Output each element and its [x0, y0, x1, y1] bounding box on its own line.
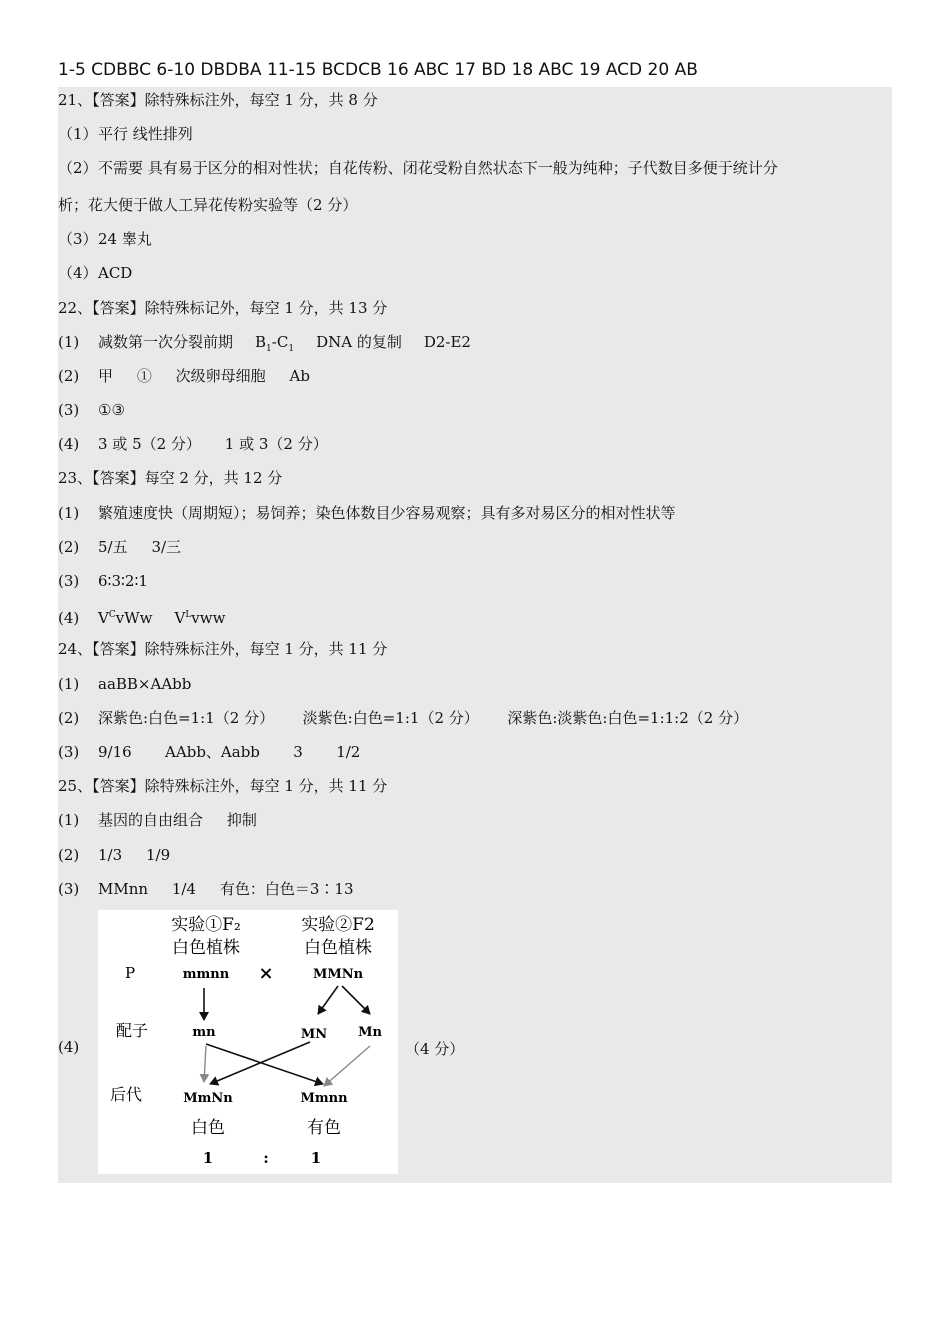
q21-l2-text: 不需要 具有易于区分的相对性状；自花传粉、闭花受粉自然状态下一般为纯种；子代数目多便于统计分 [98, 159, 778, 177]
arrow-Mn-to-Mmnn [324, 1046, 370, 1086]
q22-l3-num: (3) [58, 401, 80, 419]
q24-l2-num: (2) [58, 709, 80, 727]
q25-heading: 25、【答案】除特殊标注外，每空 1 分，共 11 分 [58, 777, 388, 795]
q21-l1-num: （1） [58, 125, 98, 143]
q22-line-2 [58, 366, 310, 386]
q22-l1-c: DNA 的复制 [316, 333, 402, 351]
q22-heading: 22、【答案】除特殊标记外，每空 1 分，共 13 分 [58, 299, 388, 317]
q23-line-3 [58, 571, 148, 591]
q21-l2-num: （2） [58, 159, 98, 177]
offspring-left: MmNn [183, 1091, 233, 1106]
phenotype-right: 有色 [307, 1118, 341, 1138]
q24-line-1 [58, 674, 191, 694]
arrow-MN-to-MmNn [210, 1042, 310, 1084]
q25-l1-num: (1) [58, 811, 80, 829]
row-p-label: P [124, 964, 136, 982]
right-title-2: 白色植株 [304, 938, 372, 958]
arrow-p-right-to-mn-upper [318, 986, 338, 1014]
q25-l4-num: (4) [58, 1038, 80, 1056]
q21-l3-num: （3） [58, 230, 98, 248]
cross-diagram [98, 910, 398, 1174]
q24-l2-text: 深紫色:白色=1:1（2 分） 淡紫色:白色=1:1（2 分） 深紫色:淡紫色:白色=1:1:2（2 分） [98, 709, 749, 727]
q25-l3-num: (3) [58, 880, 80, 898]
q22-l2-text: 甲 ① 次级卵母细胞 Ab [98, 367, 310, 385]
q25-line-1 [58, 810, 257, 830]
q21-line-2 [58, 158, 778, 178]
q22-line-3 [58, 400, 125, 420]
row-offspring-label: 后代 [109, 1085, 143, 1104]
q23-l3-num: (3) [58, 572, 80, 590]
multiple-choice-answers: 1-5 CDBBC 6-10 DBDBA 11-15 BCDCB 16 ABC 17 BD 18 ABC 19 ACD 20 AB [58, 60, 698, 80]
right-title-1: 实验②F2 [301, 915, 375, 935]
q22-l1-d: D2-E2 [423, 333, 471, 351]
q25-line-3 [58, 879, 354, 899]
q23-line-4 [58, 605, 225, 628]
q23-l2-num: (2) [58, 538, 80, 556]
q23-l4-num: (4) [58, 609, 80, 627]
q23-l1-num: (1) [58, 504, 80, 522]
q22-l4-num: (4) [58, 435, 80, 453]
q22-line-1 [58, 332, 471, 359]
q22-l4-text: 3 或 5（2 分） 1 或 3（2 分） [98, 435, 328, 453]
left-title-1: 实验①F₂ [171, 915, 241, 935]
arrow-p-right-to-mn-lower [342, 986, 370, 1014]
q25-l4-score: （4 分） [405, 1040, 465, 1058]
q24-l3-text: 9/16 AAbb、Aabb 3 1/2 [98, 743, 361, 761]
q21-heading: 21、【答案】除特殊标注外，每空 1 分，共 8 分 [58, 91, 378, 109]
gamete-left: mn [192, 1025, 216, 1040]
q25-line-2 [58, 845, 170, 865]
q23-l1-text: 繁殖速度快（周期短）；易饲养；染色体数目少容易观察；具有多对易区分的相对性状等 [98, 504, 676, 522]
q22-l3-text: ①③ [98, 401, 125, 419]
q23-l4-a: $V^CvWw$ [98, 609, 153, 627]
q21-line-3 [58, 229, 152, 249]
q22-l1-a: 减数第一次分裂前期 [98, 333, 234, 351]
q22-l2-num: (2) [58, 367, 80, 385]
q24-l3-num: (3) [58, 743, 80, 761]
offspring-right: Mmnn [300, 1091, 348, 1106]
q25-l3-text: MMnn 1/4 有色：白色＝3∶13 [98, 880, 354, 898]
q24-heading: 24、【答案】除特殊标注外，每空 1 分，共 11 分 [58, 640, 388, 658]
q22-line-4 [58, 434, 328, 454]
ratio-left: 1 [202, 1149, 214, 1167]
gamete-right-2: Mn [358, 1025, 382, 1040]
gamete-right-1: MN [300, 1027, 328, 1042]
q25-l2-num: (2) [58, 846, 80, 864]
p-right-genotype: MMNn [312, 967, 364, 982]
arrow-mn-to-mmnn-left [204, 1046, 206, 1082]
q23-l4-b: $V^Lvww$ [174, 609, 226, 627]
q21-line-1 [58, 124, 193, 144]
q24-l1-text: aaBB×AAbb [98, 675, 192, 693]
q21-line-2-cont: 析；花大便于做人工异花传粉实验等（2 分） [58, 196, 358, 214]
q21-l4-text: ACD [98, 264, 133, 282]
q21-l3-text: 24 睾丸 [98, 230, 152, 248]
row-gamete-label: 配子 [115, 1021, 149, 1040]
phenotype-left: 白色 [191, 1118, 225, 1138]
q25-l1-text: 基因的自由组合 抑制 [98, 811, 257, 829]
q21-l4-num: （4） [58, 264, 98, 282]
q24-line-3 [58, 742, 360, 762]
q21-line-4 [58, 263, 132, 283]
q23-l3-text: 6∶3∶2∶1 [98, 572, 148, 590]
ratio-right: 1 [310, 1149, 322, 1167]
cross-symbol: × [258, 963, 274, 984]
p-left-genotype: mmnn [182, 967, 230, 982]
q23-l2-text: 5/五 3/三 [98, 538, 182, 556]
left-title-2: 白色植株 [172, 938, 240, 958]
q22-l1-num: (1) [58, 333, 80, 351]
q25-l2-text: 1/3 1/9 [98, 846, 171, 864]
q24-line-2 [58, 708, 748, 728]
q23-line-1 [58, 503, 676, 523]
q21-l1-text: 平行 线性排列 [98, 125, 193, 143]
q24-l1-num: (1) [58, 675, 80, 693]
q23-line-2 [58, 537, 181, 557]
q23-heading: 23、【答案】每空 2 分，共 12 分 [58, 469, 283, 487]
ratio-colon: : [263, 1149, 269, 1167]
q22-l1-b: $B_1-C_1$ [255, 333, 295, 354]
